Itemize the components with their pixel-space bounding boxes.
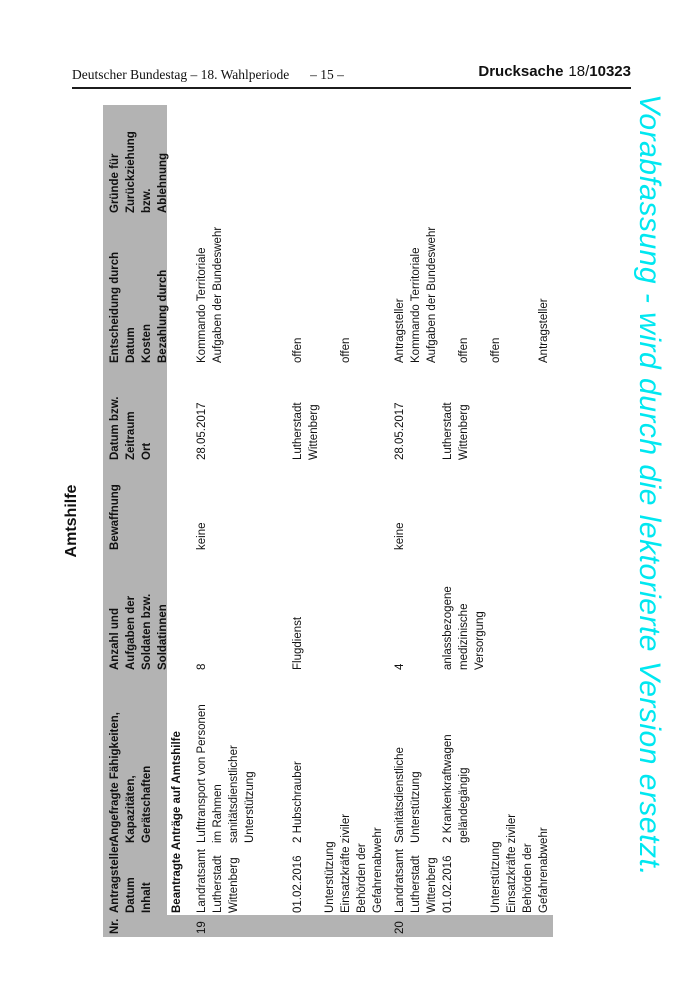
row-19-faehigkeiten-line-2: sanitätsdienstlicher [228,745,240,843]
row-20-datum-line-3: Lutherstadt [442,402,454,460]
vorabfassung-watermark: Vorabfassung - wird durch die lektorierte Version ersetzt. [633,94,666,877]
running-head-left: Deutscher Bundestag – 18. Wahlperiode [72,67,290,82]
header-gruende-line-1: Zurückziehung [125,131,137,213]
row-19-antragsteller-line-8: Unterstützung [324,841,336,913]
row-19-antragsteller-line-9: Einsatzkräfte ziviler [340,813,352,913]
header-datum-line-1: Zeitraum [125,411,137,460]
table-section-row: Beantragte Anträge auf Amtshilfe [171,731,183,913]
row-19-faehigkeiten-line-6: 2 Hubschrauber [292,761,304,843]
header-antragsteller-line-1: Datum [125,877,137,913]
row-19-faehigkeiten-line-3: Unterstützung [244,771,256,843]
row-20-antragsteller-line-3: 01.02.2016 [442,855,454,913]
rotated-table-area [58,105,558,937]
row-20-antragsteller-line-2: Wittenberg [426,857,438,913]
header-entscheidung-line-2: Kosten [141,324,153,363]
header-anzahl-line-3: Soldatinnen [157,604,169,670]
row-20-faehigkeiten-line-4: geländegängig [458,767,470,843]
row-20-entscheidung-line-6: offen [490,337,502,363]
drucksache-number: 10323 [589,63,631,80]
row-19-antragsteller-line-10: Behörden der [356,843,368,913]
header-datum-line-2: Ort [141,442,153,460]
row-19-anzahl-line-6: Flugdienst [292,616,304,670]
row-19-entscheidung-line-6: offen [292,337,304,363]
drucksache-label: Drucksache [478,63,564,80]
header-anzahl-line-0: Anzahl und [109,608,121,670]
row-20-anzahl-line-5: Versorgung [474,611,486,670]
header-anzahl-line-2: Soldaten bzw. [141,593,153,670]
row-20-entscheidung-line-2: Aufgaben der Bundeswehr [426,226,438,363]
header-antragsteller-line-0: Antragsteller [109,842,121,913]
header-entscheidung-line-3: Bezahlung durch [157,269,169,363]
row-20-entscheidung-line-9: Antragsteller [538,298,550,363]
header-datum-line-0: Datum bzw. [109,396,121,460]
table-title: Amtshilfe [63,484,80,558]
row-20-anzahl-line-4: medizinische [458,603,470,670]
page-number: – 15 – [310,67,344,82]
row-20-faehigkeiten-line-0: Sanitätsdienstliche [394,747,406,843]
row-19-antragsteller-line-1: Lutherstadt [212,855,224,913]
row-19-bewaffnung-line-0: keine [196,522,208,550]
row-20-faehigkeiten-line-1: Unterstützung [410,771,422,843]
row-19-datum-line-7: Wittenberg [308,404,320,460]
header-antragsteller-line-2: Inhalt [141,882,153,913]
header-faehigkeiten-line-1: Kapazitäten, [125,775,137,843]
row-19-datum-line-0: 28.05.2017 [196,402,208,460]
header-anzahl-line-1: Aufgaben der [125,595,137,670]
row-20-antragsteller-line-0: Landratsamt [394,849,406,913]
row-20-antragsteller-line-6: Unterstützung [490,841,502,913]
header-bewaffnung-line-0: Bewaffnung [109,484,121,550]
row-19-entscheidung-line-9: offen [340,337,352,363]
row-19-datum-line-6: Lutherstadt [292,402,304,460]
drucksache-session: 18/ [568,63,590,80]
running-head-drucksache [478,63,631,80]
header-gruende-line-2: bzw. [141,188,153,213]
row-20-faehigkeiten-line-3: 2 Krankenkraftwagen [442,734,454,843]
row-20-antragsteller-line-9: Gefahrenabwehr [538,827,550,913]
header-entscheidung-line-0: Entscheidung durch [109,251,121,363]
header-gruende-line-3: Ablehnung [157,152,169,213]
row-19-faehigkeiten-line-0: Lufttransport von Personen [196,704,208,843]
row-20-antragsteller-line-7: Einsatzkräfte ziviler [506,813,518,913]
header-gruende-line-0: Gründe für [109,153,121,213]
row-19-anzahl-line-0: 8 [196,663,208,670]
row-19-antragsteller-line-11: Gefahrenabwehr [372,827,384,913]
header-faehigkeiten-line-2: Gerätschaften [141,765,153,843]
nr-column-band [103,915,553,937]
amtshilfe-table [103,105,553,937]
row-20-datum-line-0: 28.05.2017 [394,402,406,460]
header-faehigkeiten-line-0: Angefragte Fähigkeiten, [109,712,121,843]
row-19-nr-line-0: 19 [196,921,208,934]
row-19-antragsteller-line-6: 01.02.2016 [292,855,304,913]
row-19-faehigkeiten-line-1: im Rahmen [212,784,224,843]
row-20-anzahl-line-3: anlassbezogene [442,586,454,670]
row-19-entscheidung-line-1: Aufgaben der Bundeswehr [212,226,224,363]
row-20-bewaffnung-line-0: keine [394,522,406,550]
row-20-antragsteller-line-1: Lutherstadt [410,855,422,913]
row-19-antragsteller-line-0: Landratsamt [196,849,208,913]
row-20-entscheidung-line-4: offen [458,337,470,363]
row-20-entscheidung-line-0: Antragsteller [394,298,406,363]
row-19-antragsteller-line-2: Wittenberg [228,857,240,913]
row-20-anzahl-line-0: 4 [394,663,406,670]
row-20-datum-line-4: Wittenberg [458,404,470,460]
header-nr-line-0: Nr. [109,918,121,934]
header-rule [72,87,631,89]
row-20-entscheidung-line-1: Kommando Territoriale [410,247,422,363]
row-20-antragsteller-line-8: Behörden der [522,843,534,913]
row-20-nr-line-0: 20 [394,921,406,934]
header-entscheidung-line-1: Datum [125,327,137,363]
row-19-entscheidung-line-0: Kommando Territoriale [196,247,208,363]
